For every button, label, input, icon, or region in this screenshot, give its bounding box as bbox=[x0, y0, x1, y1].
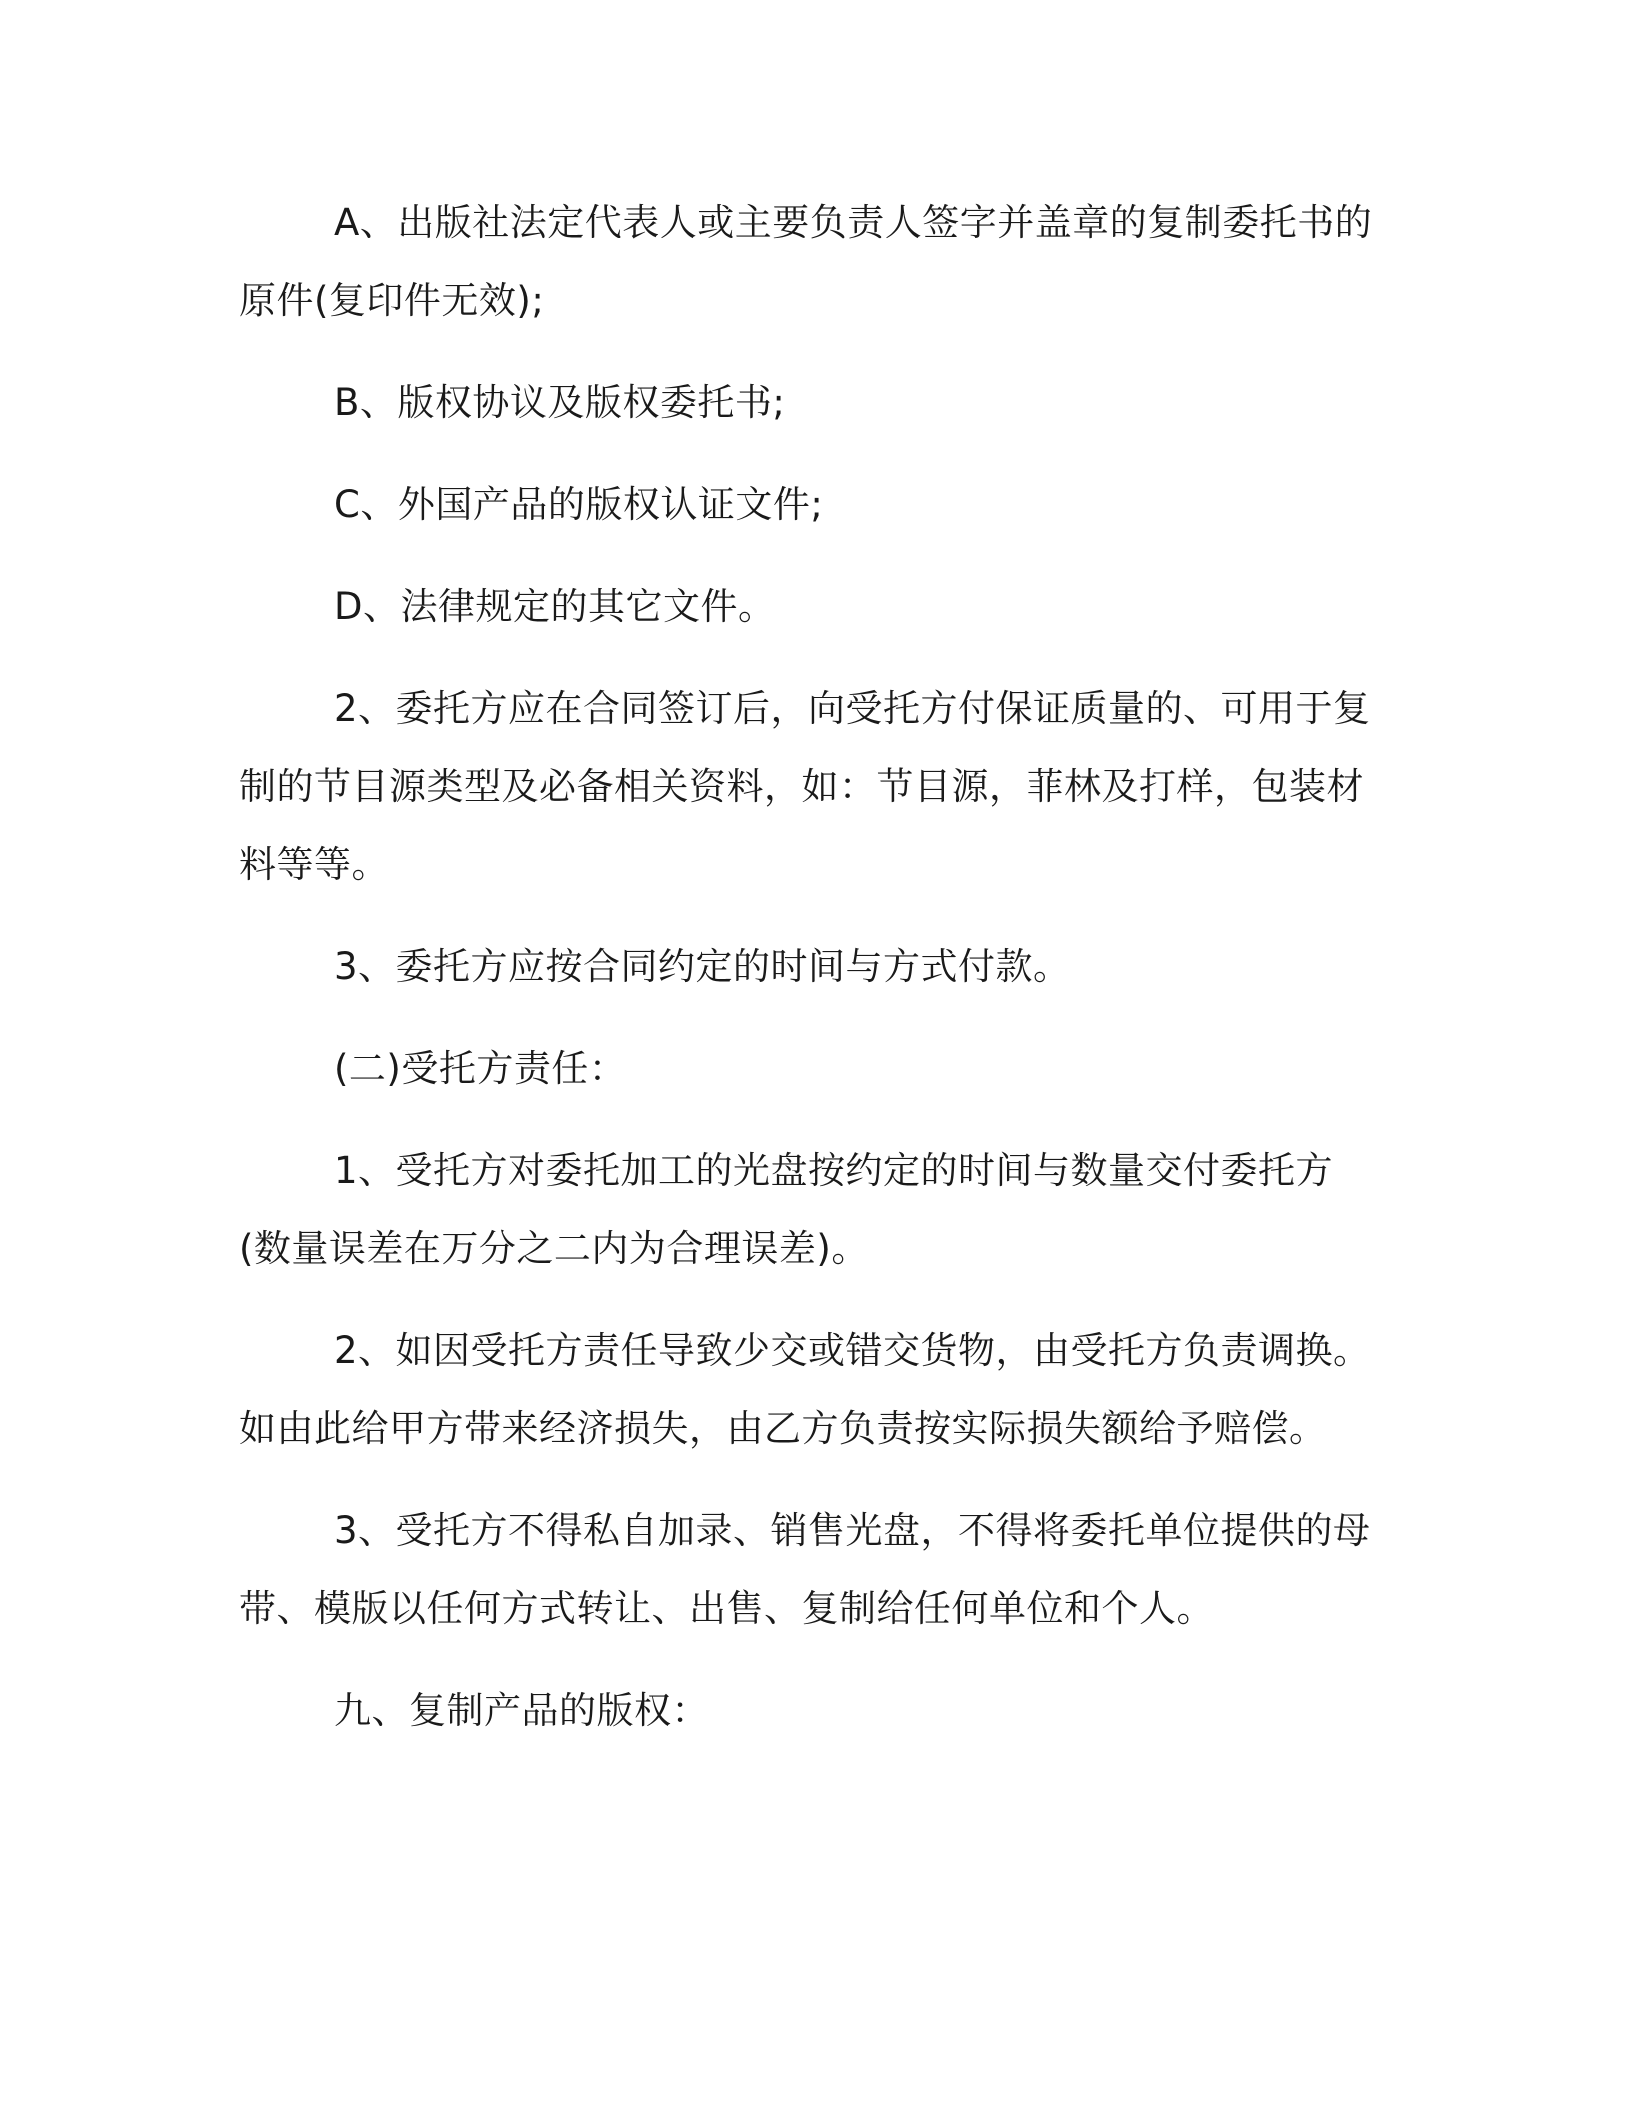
contractor-duty-2-paragraph: 2、如因受托方责任导致少交或错交货物，由受托方负责调换。如由此给甲方带来经济损失，由乙方负责按实际损失额给予赔偿。 bbox=[239, 1329, 1371, 1450]
document-body bbox=[239, 184, 1385, 1774]
section-heading-contractor-duties: (二)受托方责任： bbox=[334, 1047, 627, 1090]
contractor-duty-1-paragraph: 1、受托方对委托加工的光盘按约定的时间与数量交付委托方(数量误差在万分之二内为合理误差)。 bbox=[239, 1149, 1334, 1270]
client-duty-3-paragraph: 3、委托方应按合同约定的时间与方式付款。 bbox=[334, 945, 1071, 988]
clause-b-paragraph: B、版权协议及版权委托书; bbox=[334, 381, 786, 424]
clause-c-paragraph: C、外国产品的版权认证文件; bbox=[334, 483, 824, 526]
client-duty-2-paragraph: 2、委托方应在合同签订后，向受托方付保证质量的、可用于复制的节目源类型及必备相关资料，如：节目源，菲林及打样，包装材料等等。 bbox=[239, 687, 1371, 886]
clause-a-paragraph: A、出版社法定代表人或主要负责人签字并盖章的复制委托书的原件(复印件无效); bbox=[239, 201, 1373, 322]
section-heading-copyright: 九、复制产品的版权： bbox=[334, 1689, 709, 1732]
contractor-duty-3-paragraph: 3、受托方不得私自加录、销售光盘，不得将委托单位提供的母带、模版以任何方式转让、出售、复制给任何单位和个人。 bbox=[239, 1509, 1371, 1630]
clause-d-paragraph: D、法律规定的其它文件。 bbox=[334, 585, 776, 628]
